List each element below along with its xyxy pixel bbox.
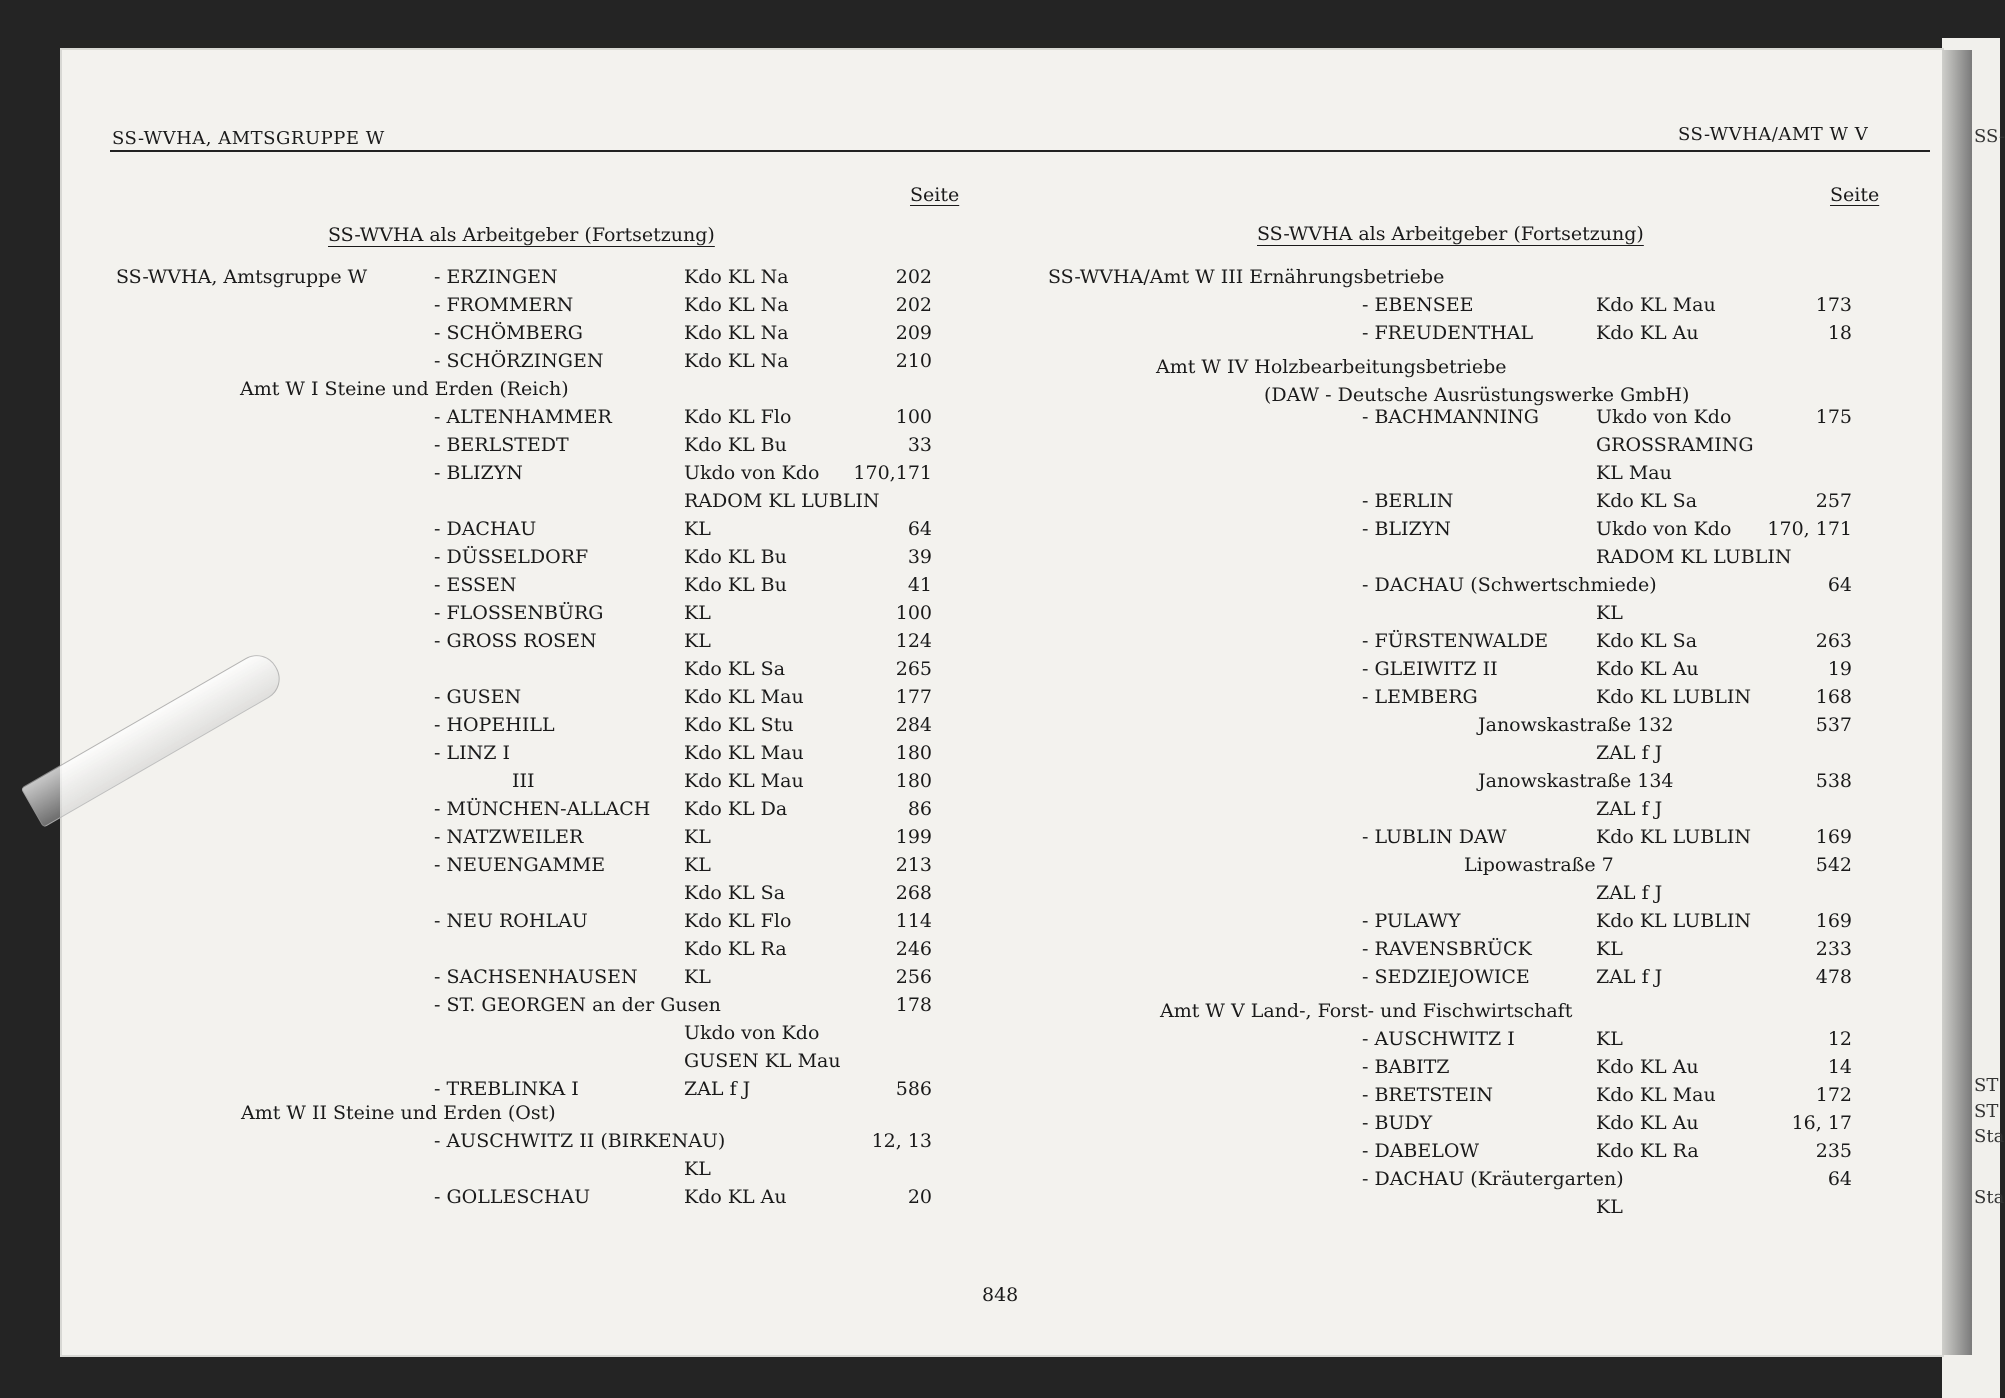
right-entry-name: Lipowastraße 7 <box>1464 854 1614 876</box>
right-entry-name: - DACHAU (Kräutergarten) <box>1362 1168 1624 1190</box>
left-entry-name: - BERLSTEDT <box>434 434 569 456</box>
left-entry-page: 586 <box>895 1078 932 1100</box>
right-entry-unit: Ukdo von Kdo <box>1596 518 1732 540</box>
right-entry-name: - LUBLIN DAW <box>1362 826 1507 848</box>
next-page-fragment: ST <box>1974 1075 1999 1096</box>
right-entry-name: - DACHAU (Schwertschmiede) <box>1362 574 1657 596</box>
left-entry-name: - LINZ I <box>434 742 510 764</box>
left-entry-name: - HOPEHILL <box>434 714 555 736</box>
left-entry-page: 170,171 <box>853 462 932 484</box>
left-entry-page: 124 <box>895 630 932 652</box>
left-section-amtsgruppe-w: SS-WVHA, Amtsgruppe W <box>116 266 368 288</box>
right-entry-unit: ZAL f J <box>1596 882 1663 904</box>
right-entry-name: - LEMBERG <box>1362 686 1478 708</box>
left-entry-page: 284 <box>895 714 932 736</box>
right-entry-page: 18 <box>1827 322 1852 344</box>
left-entry-name: - TREBLINKA I <box>434 1078 579 1100</box>
right-entry-page: 14 <box>1827 1056 1852 1078</box>
right-entry-name: - SEDZIEJOWICE <box>1362 966 1530 988</box>
right-entry-page: 64 <box>1827 574 1852 596</box>
right-entry-name: - PULAWY <box>1362 910 1461 932</box>
left-entry-unit: KL <box>684 1158 711 1180</box>
left-entry-unit: KL <box>684 630 711 652</box>
left-entry-page: 100 <box>895 602 932 624</box>
left-entry-unit: ZAL f J <box>684 1078 751 1100</box>
right-entry-name: - BERLIN <box>1362 490 1454 512</box>
right-entry-name: - DABELOW <box>1362 1140 1479 1162</box>
left-entry-name: - DÜSSELDORF <box>434 546 589 568</box>
right-entry-unit: Kdo KL Sa <box>1596 490 1698 512</box>
left-entry-unit: Kdo KL Flo <box>684 910 792 932</box>
left-entry-unit: KL <box>684 854 711 876</box>
left-entry-unit: Kdo KL Na <box>684 266 789 288</box>
running-header-right: SS-WVHA/AMT W V <box>1678 124 1869 145</box>
left-entry-page: 180 <box>895 770 932 792</box>
right-entry-name: - FREUDENTHAL <box>1362 322 1534 344</box>
left-entry-unit: Kdo KL Bu <box>684 546 787 568</box>
left-entry-name: - GUSEN <box>434 686 522 708</box>
left-entry-unit: Kdo KL Mau <box>684 742 804 764</box>
right-section-amt-w-v: Amt W V Land-, Forst- und Fischwirtschaft <box>1160 1000 1573 1022</box>
left-entry-unit: GUSEN KL Mau <box>684 1050 841 1072</box>
left-entry-name: - ST. GEORGEN an der Gusen <box>434 994 721 1016</box>
left-entry-page: 268 <box>895 882 932 904</box>
right-entry-unit: Kdo KL Ra <box>1596 1140 1699 1162</box>
right-entry-name: - BACHMANNING <box>1362 406 1539 428</box>
right-entry-unit: KL <box>1596 938 1623 960</box>
right-entry-unit: ZAL f J <box>1596 798 1663 820</box>
left-entry-name: - GROSS ROSEN <box>434 630 597 652</box>
left-entry-page: 114 <box>895 910 932 932</box>
right-entry-page: 169 <box>1815 910 1852 932</box>
right-entry-page: 64 <box>1827 1168 1852 1190</box>
left-entry-unit: RADOM KL LUBLIN <box>684 490 880 512</box>
right-entry-name: - BLIZYN <box>1362 518 1451 540</box>
right-entry-unit: Kdo KL Au <box>1596 1056 1699 1078</box>
left-entry-unit: Kdo KL Na <box>684 322 789 344</box>
right-entry-unit: Kdo KL LUBLIN <box>1596 826 1751 848</box>
left-entry-unit: Kdo KL Sa <box>684 882 786 904</box>
right-entry-page: 12 <box>1827 1028 1852 1050</box>
left-entry-unit: Kdo KL Na <box>684 294 789 316</box>
right-entry-page: 235 <box>1815 1140 1852 1162</box>
left-entry-unit: Kdo KL Na <box>684 350 789 372</box>
left-entry-name: - FROMMERN <box>434 294 574 316</box>
left-entry-page: 86 <box>907 798 932 820</box>
next-page-fragment: ST <box>1974 1101 1999 1122</box>
right-entry-unit: Kdo KL Sa <box>1596 630 1698 652</box>
right-section-amt-w-iv-daw: (DAW - Deutsche Ausrüstungswerke GmbH) <box>1264 384 1690 406</box>
left-entry-unit: KL <box>684 966 711 988</box>
left-entry-name: - SACHSENHAUSEN <box>434 966 638 988</box>
left-entry-unit: Kdo KL Stu <box>684 714 794 736</box>
left-entry-page: 202 <box>895 266 932 288</box>
right-entry-unit: KL <box>1596 1196 1623 1218</box>
seite-label-right: Seite <box>1830 184 1880 206</box>
right-entry-name: - EBENSEE <box>1362 294 1474 316</box>
left-entry-page: 33 <box>907 434 932 456</box>
left-column-title: SS-WVHA als Arbeitgeber (Fortsetzung) <box>328 224 715 246</box>
left-entry-page: 265 <box>895 658 932 680</box>
left-entry-page: 202 <box>895 294 932 316</box>
right-column-title: SS-WVHA als Arbeitgeber (Fortsetzung) <box>1257 223 1644 245</box>
next-page-fragment: Sta <box>1974 1187 2005 1208</box>
left-entry-unit: Kdo KL Mau <box>684 686 804 708</box>
right-entry-page: 172 <box>1815 1084 1852 1106</box>
right-entry-page: 538 <box>1815 770 1852 792</box>
right-section-amt-w-iii: SS-WVHA/Amt W III Ernährungsbetriebe <box>1048 266 1445 288</box>
left-entry-name: - ESSEN <box>434 574 517 596</box>
left-entry-name: - SCHÖRZINGEN <box>434 350 604 372</box>
plastic-tab-marker <box>21 647 288 828</box>
right-entry-name: - BABITZ <box>1362 1056 1450 1078</box>
header-rule <box>110 150 1930 152</box>
left-entry-unit: Kdo KL Au <box>684 1186 787 1208</box>
left-entry-name: - BLIZYN <box>434 462 523 484</box>
right-entry-unit: Kdo KL Au <box>1596 322 1699 344</box>
next-page-fragment: Sta <box>1974 1126 2005 1147</box>
right-entry-page: 257 <box>1815 490 1852 512</box>
page-fore-edge <box>1942 50 1972 1355</box>
left-entry-name: - FLOSSENBÜRG <box>434 602 604 624</box>
right-entry-name: - RAVENSBRÜCK <box>1362 938 1532 960</box>
running-header-left: SS-WVHA, AMTSGRUPPE W <box>112 128 385 149</box>
left-entry-name: - MÜNCHEN-ALLACH <box>434 798 651 820</box>
right-entry-unit: ZAL f J <box>1596 742 1663 764</box>
right-entry-name: - BUDY <box>1362 1112 1433 1134</box>
right-entry-page: 168 <box>1815 686 1852 708</box>
right-entry-name: Janowskastraße 134 <box>1478 770 1674 792</box>
right-entry-page: 16, 17 <box>1791 1112 1852 1134</box>
left-entry-name: - ALTENHAMMER <box>434 406 612 428</box>
next-page-header-fragment: SS- <box>1974 126 2005 147</box>
right-entry-unit: Kdo KL Mau <box>1596 1084 1716 1106</box>
left-entry-unit: KL <box>684 518 711 540</box>
left-entry-unit: Kdo KL Flo <box>684 406 792 428</box>
book-page <box>62 50 1942 1355</box>
right-entry-unit: Kdo KL LUBLIN <box>1596 686 1751 708</box>
left-entry-name: - SCHÖMBERG <box>434 322 583 344</box>
page-number: 848 <box>982 1284 1019 1306</box>
left-entry-name: - NEUENGAMME <box>434 854 606 876</box>
left-entry-name: - GOLLESCHAU <box>434 1186 591 1208</box>
left-entry-unit: Kdo KL Ra <box>684 938 787 960</box>
left-entry-page: 12, 13 <box>871 1130 932 1152</box>
left-entry-name: - NATZWEILER <box>434 826 584 848</box>
right-entry-page: 233 <box>1815 938 1852 960</box>
left-entry-unit: KL <box>684 826 711 848</box>
right-entry-unit: Kdo KL Au <box>1596 658 1699 680</box>
left-entry-unit: Ukdo von Kdo <box>684 1022 820 1044</box>
left-section-amt-w-i: Amt W I Steine und Erden (Reich) <box>240 378 569 400</box>
right-entry-unit: Kdo KL Mau <box>1596 294 1716 316</box>
left-entry-page: 178 <box>895 994 932 1016</box>
left-entry-unit: Ukdo von Kdo <box>684 462 820 484</box>
left-entry-unit: Kdo KL Sa <box>684 658 786 680</box>
left-entry-page: 64 <box>907 518 932 540</box>
left-entry-page: 177 <box>895 686 932 708</box>
left-entry-unit: KL <box>684 602 711 624</box>
left-entry-page: 41 <box>907 574 932 596</box>
right-entry-name: Janowskastraße 132 <box>1478 714 1674 736</box>
right-entry-unit: GROSSRAMING <box>1596 434 1754 456</box>
right-entry-unit: Kdo KL Au <box>1596 1112 1699 1134</box>
right-entry-unit: KL Mau <box>1596 462 1672 484</box>
right-entry-unit: Ukdo von Kdo <box>1596 406 1732 428</box>
left-entry-unit: Kdo KL Mau <box>684 770 804 792</box>
right-entry-name: - AUSCHWITZ I <box>1362 1028 1515 1050</box>
left-entry-name: - NEU ROHLAU <box>434 910 588 932</box>
right-entry-unit: ZAL f J <box>1596 966 1663 988</box>
left-entry-unit: Kdo KL Bu <box>684 574 787 596</box>
left-entry-page: 39 <box>907 546 932 568</box>
right-entry-name: - GLEIWITZ II <box>1362 658 1498 680</box>
right-entry-unit: Kdo KL LUBLIN <box>1596 910 1751 932</box>
right-entry-page: 19 <box>1827 658 1852 680</box>
right-entry-page: 169 <box>1815 826 1852 848</box>
seite-label-left: Seite <box>910 184 960 206</box>
left-entry-page: 199 <box>895 826 932 848</box>
left-entry-page: 180 <box>895 742 932 764</box>
right-entry-page: 170, 171 <box>1767 518 1852 540</box>
left-entry-page: 210 <box>895 350 932 372</box>
left-entry-unit: Kdo KL Da <box>684 798 788 820</box>
right-entry-page: 478 <box>1815 966 1852 988</box>
right-entry-page: 542 <box>1815 854 1852 876</box>
right-entry-unit: RADOM KL LUBLIN <box>1596 546 1792 568</box>
right-section-amt-w-iv: Amt W IV Holzbearbeitungsbetriebe <box>1156 356 1507 378</box>
left-entry-page: 246 <box>895 938 932 960</box>
right-entry-unit: KL <box>1596 1028 1623 1050</box>
right-entry-name: - FÜRSTENWALDE <box>1362 630 1549 652</box>
left-entry-name: - ERZINGEN <box>434 266 558 288</box>
left-entry-page: 256 <box>895 966 932 988</box>
right-entry-page: 173 <box>1815 294 1852 316</box>
left-entry-page: 100 <box>895 406 932 428</box>
left-entry-unit: Kdo KL Bu <box>684 434 787 456</box>
left-entry-name: - DACHAU <box>434 518 537 540</box>
right-entry-name: - BRETSTEIN <box>1362 1084 1493 1106</box>
right-entry-unit: KL <box>1596 602 1623 624</box>
left-entry-name: III <box>512 770 535 792</box>
right-entry-page: 263 <box>1815 630 1852 652</box>
right-entry-page: 175 <box>1815 406 1852 428</box>
left-entry-name: - AUSCHWITZ II (BIRKENAU) <box>434 1130 726 1152</box>
right-entry-page: 537 <box>1815 714 1852 736</box>
left-entry-page: 209 <box>895 322 932 344</box>
left-entry-page: 20 <box>907 1186 932 1208</box>
left-entry-page: 213 <box>895 854 932 876</box>
left-section-amt-w-ii: Amt W II Steine und Erden (Ost) <box>241 1102 556 1124</box>
